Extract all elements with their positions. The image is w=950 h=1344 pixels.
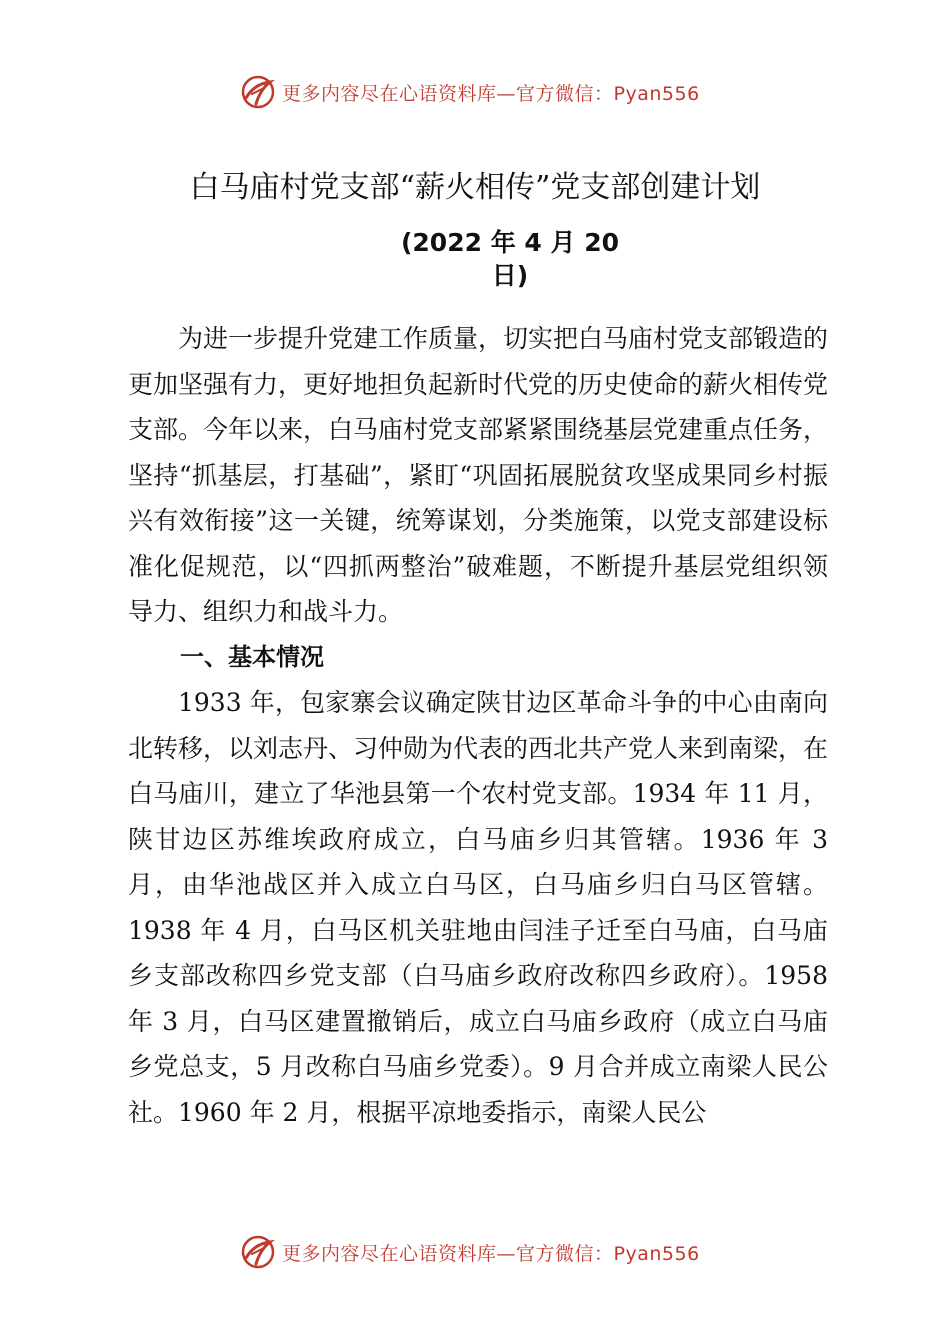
library-logo-icon xyxy=(240,74,276,110)
section-heading-basic-info: 一、基本情况 xyxy=(180,642,324,671)
document-title: 白马庙村党支部“薪火相传”党支部创建计划 xyxy=(189,170,761,205)
date-line-1: (2022 年 4 月 20 xyxy=(400,228,619,257)
wechat-id: Pyan556 xyxy=(613,82,700,105)
wechat-id: Pyan556 xyxy=(613,1242,700,1265)
section-paragraph-basic-info: 1933 年，包家寨会议确定陕甘边区革命斗争的中心由南向北转移，以刘志丹、习仲勋为代表的西北共产党人来到南梁，在白马庙川，建立了华池县第一个农村党支部。1934 年 11 月，陕甘边区苏维埃政府成立，白马庙乡归其管辖。1936 年 3 月，由华池战区并入成立白马区，白马庙乡归白马区管辖。1938 年 4 月，白马区机关驻地由闫洼子迁至白马庙，白马庙乡支部改称四乡党支部（白马庙乡政府改称四乡政府）。1958 年 3 月，白马区建置撤销后，成立白马庙乡政府（成立白马庙乡党总支，5 月改称白马庙乡党委）。9 月合并成立南梁人民公社。1960 年 2 月，根据平凉地委指示，南梁人民公 xyxy=(128,688,829,1127)
document-body xyxy=(128,316,828,1135)
watermark-text: 更多内容尽在心语资料库—官方微信：Pyan556 xyxy=(282,1242,700,1265)
date-line-2: 日) xyxy=(491,261,529,290)
watermark-header xyxy=(240,74,700,110)
document-date xyxy=(380,226,640,292)
library-logo-icon xyxy=(240,1234,276,1270)
intro-paragraph: 为进一步提升党建工作质量，切实把白马庙村党支部锻造的更加坚强有力，更好地担负起新时代党的历史使命的薪火相传党支部。今年以来，白马庙村党支部紧紧围绕基层党建重点任务，坚持“抓基层，打基础”，紧盯“巩固拓展脱贫攻坚成果同乡村振兴有效衔接”这一关键，统筹谋划，分类施策，以党支部建设标准化促规范，以“四抓两整治”破难题，不断提升基层党组织领导力、组织力和战斗力。 xyxy=(128,324,829,626)
watermark-footer xyxy=(240,1234,700,1270)
watermark-text: 更多内容尽在心语资料库—官方微信：Pyan556 xyxy=(282,82,700,105)
